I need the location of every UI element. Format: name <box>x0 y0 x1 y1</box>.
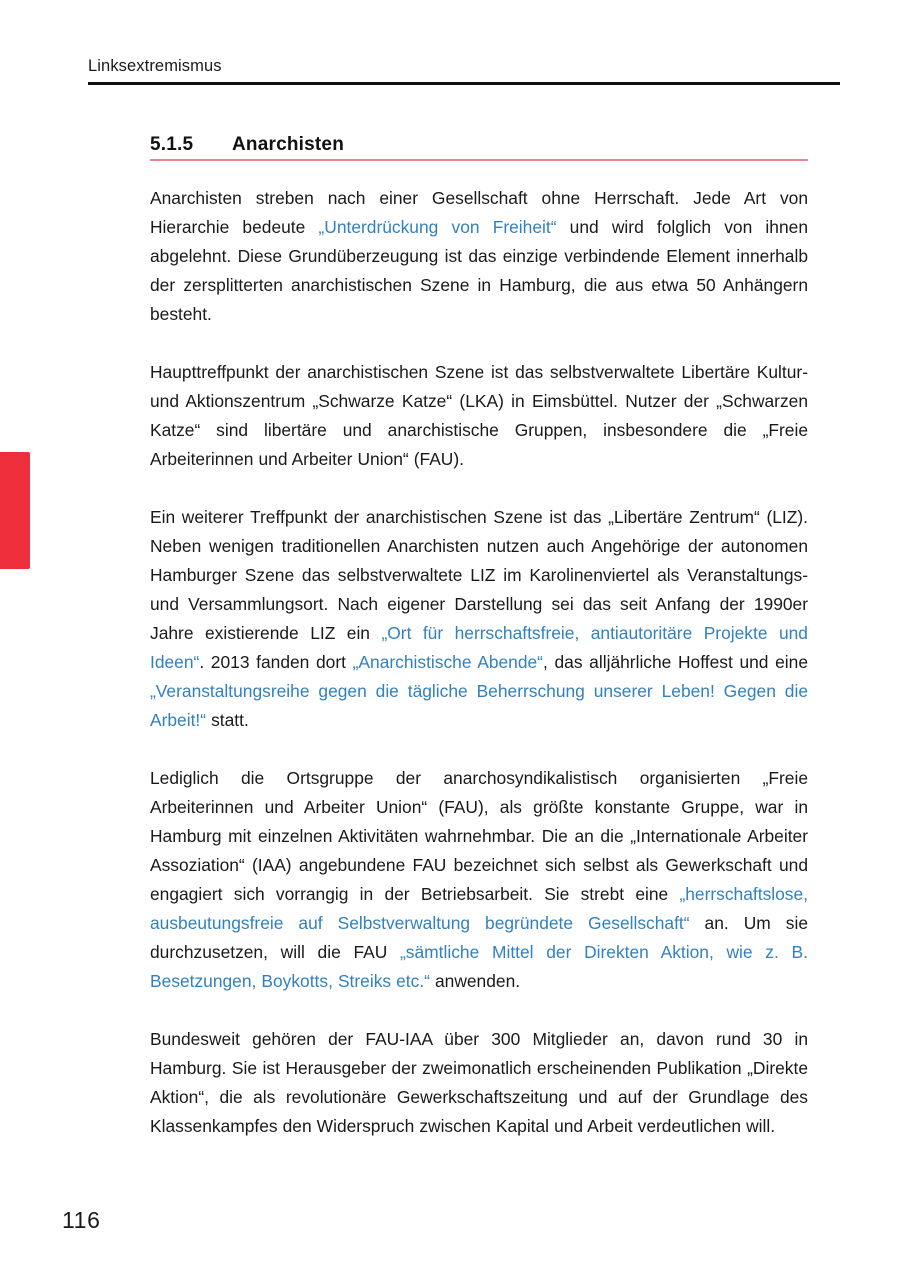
body-paragraph <box>150 358 808 474</box>
body-paragraph <box>150 1025 808 1141</box>
body-text-run: an. Um sie durchzusetzen, will die FAU <box>150 913 808 962</box>
quoted-text: „Anarchistische Abende“ <box>352 652 543 672</box>
page-number: 116 <box>62 1207 101 1233</box>
section-number: 5.1.5 <box>150 134 194 155</box>
body-text-column <box>150 184 808 1141</box>
quoted-text: „Ort für herrschaftsfreie, antiautoritäre Projekte und Ideen“ <box>150 623 808 672</box>
body-text-run: und wird folglich von ihnen abgelehnt. Diese Grundüberzeugung ist das einzige verbindende Element innerhalb der zersplitterten anarchistischen Szene in Hamburg, die aus etwa 50 Anhängern besteht. <box>150 217 808 324</box>
body-text-run: Lediglich die Ortsgruppe der anarchosyndikalistisch organisierten „Freie Arbeiterinnen und Arbeiter Union“ (FAU), als größte konstante Gruppe, war in Hamburg mit einzelnen Aktivitäten wahrnehmbar. Die an die „Internationale Arbeiter Assoziation“ (IAA) angebundene FAU bezeichnet sich selbst als Gewerkschaft und engagiert sich vorrangig in der Betriebsarbeit. Sie strebt eine <box>150 768 808 904</box>
body-text-run: , das alljährliche Hoffest und eine <box>542 652 808 672</box>
quoted-text: „herrschaftslose, ausbeutungsfreie auf Selbstverwaltung begründete Gesellschaft“ <box>150 884 808 933</box>
section-heading-rule <box>150 159 808 161</box>
body-text-run: Ein weiterer Treffpunkt der anarchistischen Szene ist das „Libertäre Zentrum“ (LIZ). Neben wenigen traditionellen Anarchisten nutzen auch Angehörige der autonomen Hamburger Szene das selbstverwaltete LIZ im Karolinenviertel als Veranstaltungs- und Versammlungsort. Nach eigener Darstellung sei das seit Anfang der 1990er Jahre existierende LIZ ein <box>150 507 808 643</box>
body-text-run: statt. <box>206 710 249 730</box>
section-title: Anarchisten <box>232 134 345 155</box>
body-text-run: Bundesweit gehören der FAU-IAA über 300 Mitglieder an, davon rund 30 in Hamburg. Sie ist Herausgeber der zweimonatlich erscheinenden Publikation „Direkte Aktion“, die als revolutionäre Gewerkschaftszeitung und auf der Grundlage des Klassenkampfes den Widerspruch zwischen Kapital und Arbeit verdeutlichen will. <box>150 1029 808 1136</box>
body-text-run: anwenden. <box>429 971 521 991</box>
body-text-run: Haupttreffpunkt der anarchistischen Szene ist das selbstverwaltete Libertäre Kultur- und Aktionszentrum „Schwarze Katze“ (LKA) in Eimsbüttel. Nutzer der „Schwarzen Katze“ sind libertäre und anarchistische Gruppen, insbesondere die „Freie Arbeiterinnen und Arbeiter Union“ (FAU). <box>150 362 808 469</box>
running-head <box>88 56 840 76</box>
quoted-text: „Veranstaltungsreihe gegen die tägliche Beherrschung unserer Leben! Gegen die Arbeit!“ <box>150 681 808 730</box>
body-paragraph <box>150 764 808 996</box>
running-head-label: Linksextremismus <box>88 57 222 75</box>
body-paragraph <box>150 503 808 735</box>
body-text-run: Anarchisten streben nach einer Gesellschaft ohne Herrschaft. Jede Art von Hierarchie bedeute <box>150 188 808 237</box>
body-paragraph <box>150 184 808 329</box>
quoted-text: „Unterdrückung von Freiheit“ <box>318 217 557 237</box>
section-heading <box>150 133 808 157</box>
chapter-thumb-tab <box>0 452 30 569</box>
quoted-text: „sämtliche Mittel der Direkten Aktion, wie z. B. Besetzungen, Boykotts, Streiks etc.“ <box>150 942 808 991</box>
body-text-run: . 2013 fanden dort <box>199 652 353 672</box>
header-rule <box>88 82 840 85</box>
